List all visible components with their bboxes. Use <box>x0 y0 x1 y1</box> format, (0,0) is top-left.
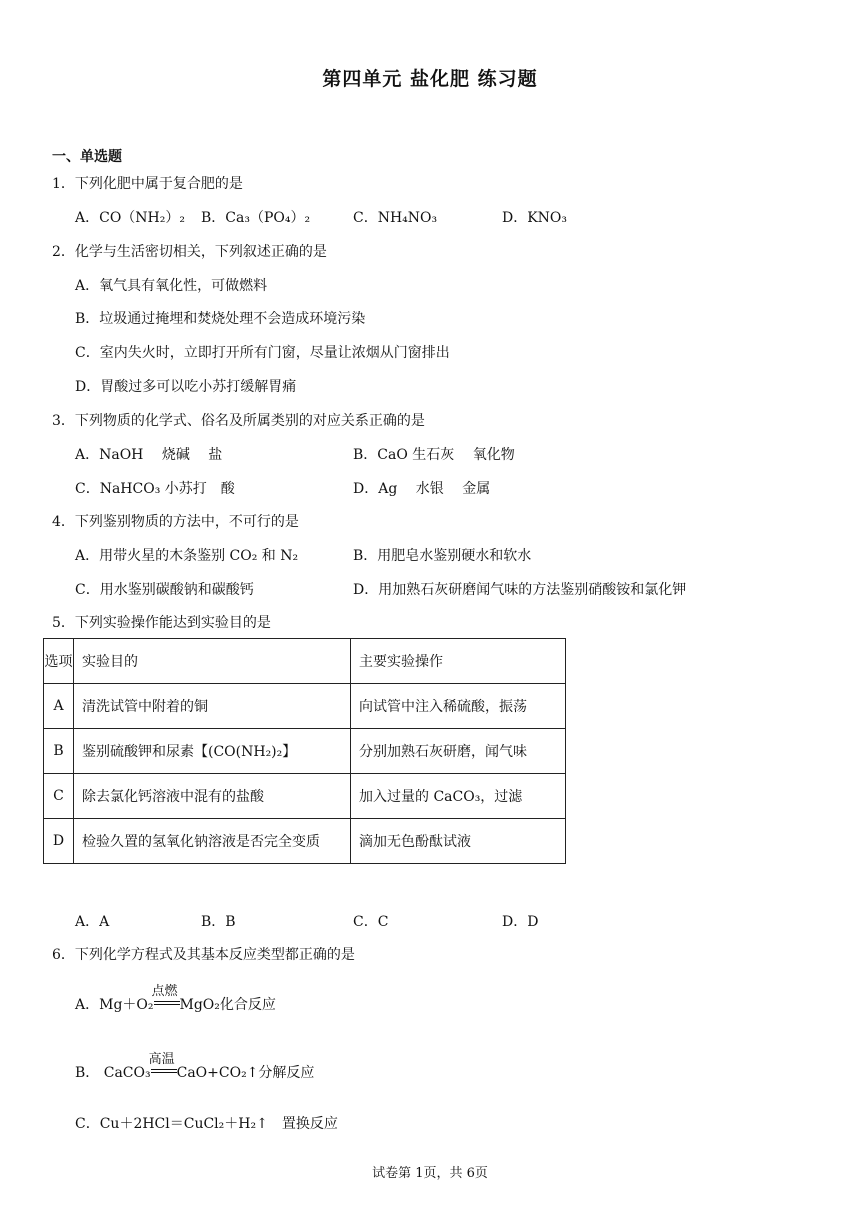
table-cell: A <box>44 684 74 729</box>
equation-reactants: A．Mg＋O₂ <box>75 997 154 1013</box>
table-cell: 分别加熟石灰研磨，闻气味 <box>351 729 566 774</box>
section-heading: 一、单选题 <box>52 149 122 165</box>
equation-products: CaO+CO₂↑分解反应 <box>176 1065 315 1081</box>
table-cell: B <box>44 729 74 774</box>
condition-label: 点燃 <box>151 984 178 999</box>
table-row <box>44 819 566 864</box>
page-title: 第四单元 盐化肥 练习题 <box>322 68 538 90</box>
table-header-cell: 实验目的 <box>74 639 351 684</box>
question-4-stem: 4．下列鉴别物质的方法中，不可行的是 <box>52 514 299 530</box>
question-6-option-c: C．Cu＋2HCl＝CuCl₂＋H₂↑ 置换反应 <box>75 1116 338 1132</box>
question-2-option-a: A．氧气具有氧化性，可做燃料 <box>75 278 268 294</box>
question-2-option-c: C．室内失火时，立即打开所有门窗，尽量让浓烟从门窗排出 <box>75 345 450 361</box>
table-cell: 滴加无色酚酞试液 <box>351 819 566 864</box>
table-cell: 鉴别硫酸钾和尿素【(CO(NH₂)₂】 <box>74 729 351 774</box>
table-cell: 除去氯化钙溶液中混有的盐酸 <box>74 774 351 819</box>
table-cell: 向试管中注入稀硫酸，振荡 <box>351 684 566 729</box>
question-1-option-c: C．NH₄NO₃ <box>353 210 438 226</box>
table-cell: 检验久置的氢氧化钠溶液是否完全变质 <box>74 819 351 864</box>
question-4-option-b: B．用肥皂水鉴别硬水和软水 <box>353 548 532 564</box>
question-5-option-c: C．C <box>353 914 389 930</box>
table-cell: 加入过量的 CaCO₃，过滤 <box>351 774 566 819</box>
reaction-condition <box>151 984 180 1012</box>
question-1-option-b: B．Ca₃（PO₄）₂ <box>201 210 311 226</box>
question-3-option-d: D．Ag 水银 金属 <box>353 481 491 497</box>
question-5-option-b: B．B <box>201 914 236 930</box>
table-cell: D <box>44 819 74 864</box>
table-row <box>44 684 566 729</box>
question-1-option-d: D．KNO₃ <box>502 210 568 226</box>
question-6-stem: 6．下列化学方程式及其基本反应类型都正确的是 <box>52 947 355 963</box>
table-cell: C <box>44 774 74 819</box>
table-header-cell: 选项 <box>44 639 74 684</box>
question-5-option-a: A．A <box>75 914 110 930</box>
question-4-option-a: A．用带火星的木条鉴别 CO₂ 和 N₂ <box>75 548 299 564</box>
question-3-option-b: B．CaO 生石灰 氧化物 <box>353 447 515 463</box>
question-1-option-a: A．CO（NH₂）₂ <box>75 210 185 226</box>
question-2-option-b: B．垃圾通过掩埋和焚烧处理不会造成环境污染 <box>75 311 366 327</box>
question-3-option-c: C．NaHCO₃ 小苏打 酸 <box>75 481 235 497</box>
question-2-stem: 2．化学与生活密切相关，下列叙述正确的是 <box>52 244 327 260</box>
table-header-row <box>44 639 566 684</box>
question-4-option-c: C．用水鉴别碳酸钠和碳酸钙 <box>75 582 254 598</box>
question-5-stem: 5．下列实验操作能达到实验目的是 <box>52 615 271 631</box>
question-3-option-a: A．NaOH 烧碱 盐 <box>75 447 223 463</box>
equation-products: MgO₂化合反应 <box>179 997 276 1013</box>
table-cell: 清洗试管中附着的铜 <box>74 684 351 729</box>
question-3-stem: 3．下列物质的化学式、俗名及所属类别的对应关系正确的是 <box>52 413 425 429</box>
question-4-option-d: D．用加熟石灰研磨闻气味的方法鉴别硝酸铵和氯化钾 <box>353 582 687 598</box>
table-row <box>44 729 566 774</box>
table-header-cell: 主要实验操作 <box>351 639 566 684</box>
reaction-condition <box>148 1052 177 1080</box>
table-row <box>44 774 566 819</box>
experiment-table <box>43 638 566 864</box>
equation-reactants: B． CaCO₃ <box>75 1065 151 1081</box>
question-5-option-d: D．D <box>502 914 539 930</box>
question-1-stem: 1．下列化肥中属于复合肥的是 <box>52 176 243 192</box>
question-6-option-a <box>75 984 276 1014</box>
question-6-option-b <box>75 1052 315 1082</box>
question-2-option-d: D．胃酸过多可以吃小苏打缓解胃痛 <box>75 379 297 395</box>
condition-label: 高温 <box>148 1052 175 1067</box>
page-footer: 试卷第 1页，共 6页 <box>372 1166 488 1181</box>
